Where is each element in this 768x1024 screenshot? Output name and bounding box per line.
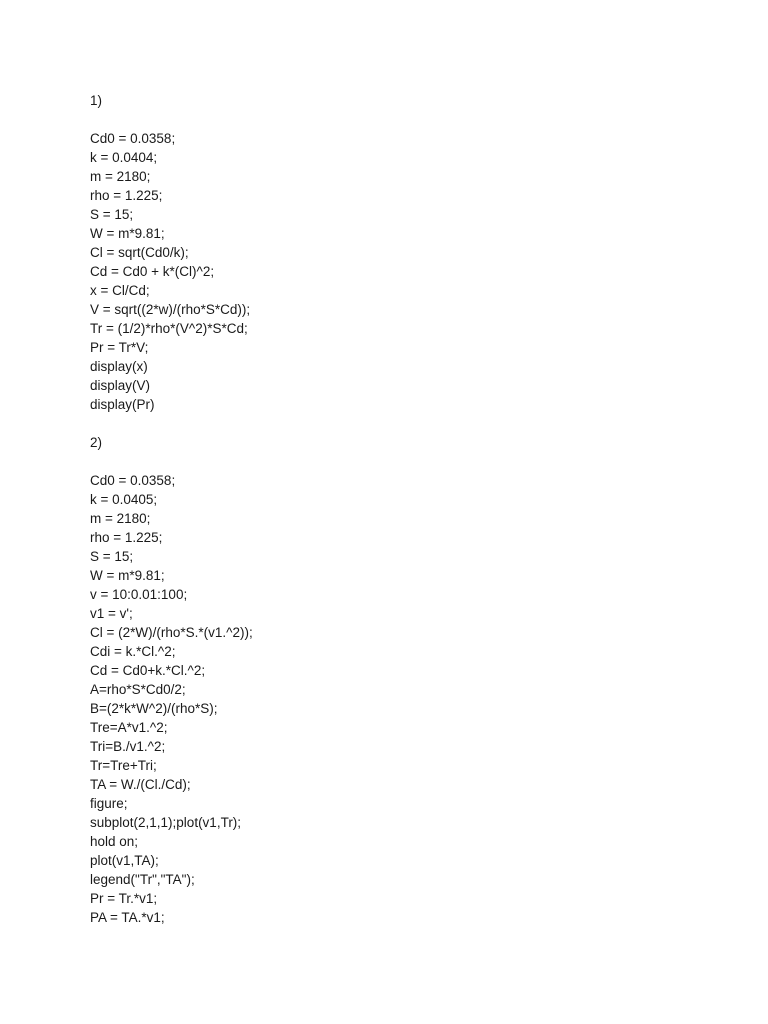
- document-body: [90, 91, 730, 927]
- code-line: Tre=A*v1.^2;: [90, 720, 168, 735]
- code-line: display(Pr): [90, 397, 155, 412]
- code-line: W = m*9.81;: [90, 568, 165, 583]
- code-line: S = 15;: [90, 549, 134, 564]
- section-1-heading: 1): [90, 93, 103, 108]
- code-line: rho = 1.225;: [90, 188, 163, 203]
- code-line: Cd0 = 0.0358;: [90, 131, 176, 146]
- blank-line: [90, 110, 730, 129]
- code-line: Cd = Cd0+k.*Cl.^2;: [90, 663, 206, 678]
- code-line: legend("Tr","TA");: [90, 872, 195, 887]
- code-line: Cl = sqrt(Cd0/k);: [90, 245, 189, 260]
- code-line: Tri=B./v1.^2;: [90, 739, 166, 754]
- code-line: V = sqrt((2*w)/(rho*S*Cd));: [90, 302, 251, 317]
- code-line: v = 10:0.01:100;: [90, 587, 188, 602]
- code-line: Cl = (2*W)/(rho*S.*(v1.^2));: [90, 625, 253, 640]
- blank-line: [90, 452, 730, 471]
- blank-line: [90, 414, 730, 433]
- code-line: rho = 1.225;: [90, 530, 163, 545]
- code-line: Pr = Tr.*v1;: [90, 891, 158, 906]
- code-line: k = 0.0405;: [90, 492, 158, 507]
- code-line: m = 2180;: [90, 169, 151, 184]
- code-line: m = 2180;: [90, 511, 151, 526]
- code-line: display(V): [90, 378, 151, 393]
- code-line: x = Cl/Cd;: [90, 283, 150, 298]
- code-line: B=(2*k*W^2)/(rho*S);: [90, 701, 218, 716]
- code-line: v1 = v';: [90, 606, 133, 621]
- code-line: subplot(2,1,1);plot(v1,Tr);: [90, 815, 242, 830]
- code-line: W = m*9.81;: [90, 226, 165, 241]
- code-line: Cd0 = 0.0358;: [90, 473, 176, 488]
- code-line: PA = TA.*v1;: [90, 910, 165, 925]
- code-line: hold on;: [90, 834, 139, 849]
- code-line: Cdi = k.*Cl.^2;: [90, 644, 176, 659]
- section-2-heading: 2): [90, 435, 103, 450]
- code-line: Tr=Tre+Tri;: [90, 758, 157, 773]
- code-line: Tr = (1/2)*rho*(V^2)*S*Cd;: [90, 321, 248, 336]
- code-line: TA = W./(Cl./Cd);: [90, 777, 191, 792]
- code-line: display(x): [90, 359, 148, 374]
- code-line: plot(v1,TA);: [90, 853, 159, 868]
- code-line: k = 0.0404;: [90, 150, 158, 165]
- code-line: Pr = Tr*V;: [90, 340, 149, 355]
- code-line: A=rho*S*Cd0/2;: [90, 682, 186, 697]
- code-line: figure;: [90, 796, 128, 811]
- code-line: Cd = Cd0 + k*(Cl)^2;: [90, 264, 215, 279]
- code-line: S = 15;: [90, 207, 134, 222]
